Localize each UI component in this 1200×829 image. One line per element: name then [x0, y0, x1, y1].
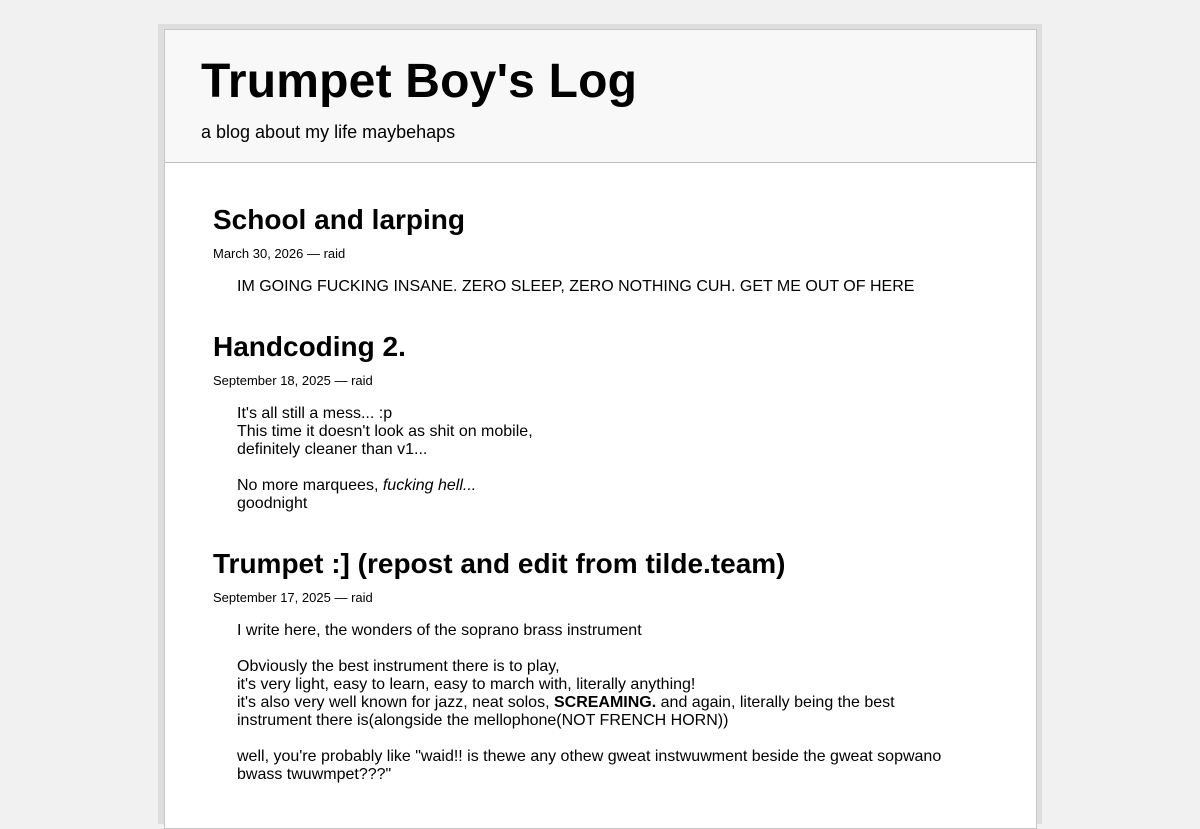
post-text: it's very light, easy to learn, easy to march with, literally anything! [237, 676, 696, 693]
post-text [237, 477, 996, 495]
meta-separator: — [334, 590, 348, 605]
post-body [213, 622, 996, 784]
post-title[interactable]: Trumpet :] (repost and edit from tilde.team) [213, 548, 786, 579]
site-tagline: a blog about my life maybehaps [201, 122, 456, 142]
blog-page [164, 29, 1037, 829]
post-text: goodnight [237, 495, 308, 512]
post-date: September 17, 2025 [213, 590, 331, 605]
post-school-and-larping [213, 203, 996, 296]
line-break [237, 730, 996, 748]
post-text-plain: and again, literally being the best instrument there is(alongside the mellophone(NOT FRENCH HORN)) [237, 694, 895, 729]
post-meta [213, 246, 996, 262]
site-header [165, 30, 1036, 163]
post-title[interactable]: School and larping [213, 204, 466, 235]
post-body [213, 278, 996, 296]
post-handcoding-2 [213, 330, 996, 513]
post-trumpet [213, 547, 996, 784]
post-body [213, 405, 996, 513]
post-text: well, you're probably like "waid!! is thewe any othew gweat instwuwment beside the gweat sopwano bwass twuwmpet???" [237, 748, 942, 783]
site-title: Trumpet Boy's Log [201, 55, 638, 108]
meta-separator: — [334, 373, 348, 388]
post-list [165, 163, 1036, 784]
post-text: Obviously the best instrument there is to play, [237, 658, 560, 675]
post-text-plain: it's also very well known for jazz, neat solos, [237, 694, 554, 711]
post-date: March 30, 2026 [213, 246, 304, 261]
post-author: raid [351, 590, 373, 605]
line-break [237, 640, 996, 658]
line-break [237, 459, 996, 477]
post-author: raid [351, 373, 373, 388]
post-text: This time it doesn't look as shit on mobile, [237, 423, 533, 440]
post-author: raid [323, 246, 346, 261]
post-text-italic: fucking hell... [382, 477, 477, 494]
post-text-plain: No more marquees, [237, 477, 383, 494]
meta-separator: — [306, 246, 320, 261]
post-title[interactable]: Handcoding 2. [213, 331, 406, 362]
post-meta [213, 373, 996, 389]
post-date: September 18, 2025 [213, 373, 331, 388]
post-text-bold: SCREAMING. [553, 694, 657, 711]
post-text: I write here, the wonders of the soprano brass instrument [237, 622, 642, 639]
post-text: It's all still a mess... :p [237, 405, 393, 422]
post-text: definitely cleaner than v1... [237, 441, 428, 458]
post-text [237, 694, 957, 730]
post-text: IM GOING FUCKING INSANE. ZERO SLEEP, ZERO NOTHING CUH. GET ME OUT OF HERE [237, 278, 915, 295]
post-meta [213, 590, 996, 606]
